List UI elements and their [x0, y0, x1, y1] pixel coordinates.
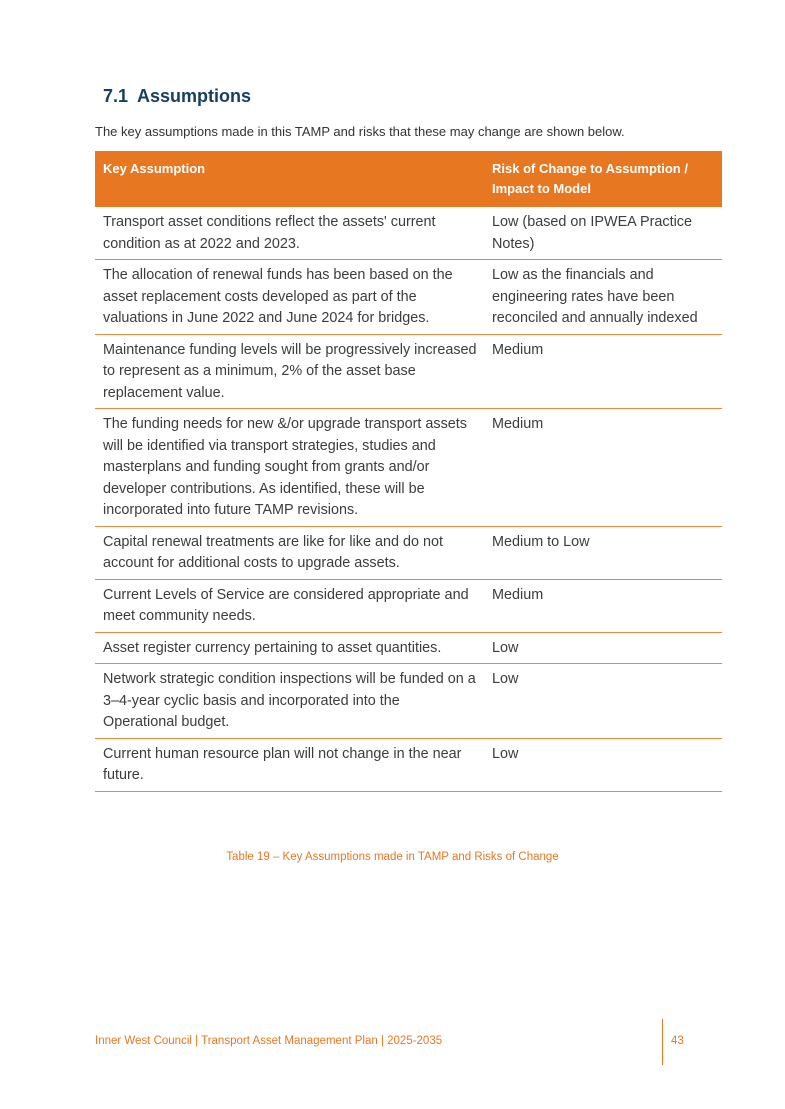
risk-cell: Medium to Low	[486, 526, 722, 579]
risk-cell: Low (based on IPWEA Practice Notes)	[486, 207, 722, 260]
table-row	[95, 409, 722, 527]
table-row	[95, 207, 722, 260]
table-header-row	[95, 151, 722, 207]
risk-cell: Medium	[486, 409, 722, 527]
assumption-cell: Transport asset conditions reflect the assets' current condition as at 2022 and 2023.	[95, 207, 486, 260]
table-row	[95, 526, 722, 579]
footer-document-title: Inner West Council | Transport Asset Management Plan | 2025-2035	[95, 1035, 443, 1047]
table-row	[95, 664, 722, 739]
intro-paragraph: The key assumptions made in this TAMP and risks that these may change are shown below.	[95, 124, 625, 139]
assumptions-table	[95, 151, 722, 792]
footer-divider	[662, 1019, 663, 1065]
table-row	[95, 260, 722, 335]
risk-cell: Low as the financials and engineering rates have been reconciled and annually indexed	[486, 260, 722, 335]
section-heading	[103, 86, 251, 107]
risk-cell: Low	[486, 632, 722, 664]
risk-cell: Medium	[486, 579, 722, 632]
assumption-cell: Current Levels of Service are considered appropriate and meet community needs.	[95, 579, 486, 632]
assumption-cell: Asset register currency pertaining to asset quantities.	[95, 632, 486, 664]
table-row	[95, 579, 722, 632]
risk-cell: Medium	[486, 334, 722, 409]
assumption-cell: Network strategic condition inspections will be funded on a 3–4-year cyclic basis and incorporated into the Operational budget.	[95, 664, 486, 739]
table-row	[95, 738, 722, 791]
header-key-assumption: Key Assumption	[95, 151, 486, 207]
assumption-cell: Capital renewal treatments are like for like and do not account for additional costs to upgrade assets.	[95, 526, 486, 579]
table-row	[95, 334, 722, 409]
risk-cell: Low	[486, 664, 722, 739]
table-caption: Table 19 – Key Assumptions made in TAMP and Risks of Change	[226, 851, 559, 863]
header-risk-of-change	[486, 151, 722, 207]
assumption-cell: The funding needs for new &/or upgrade transport assets will be identified via transport strategies, studies and masterplans and funding sought from grants and/or developer contributions. As identified, these will be incorporated into future TAMP revisions.	[95, 409, 486, 527]
assumption-cell: The allocation of renewal funds has been based on the asset replacement costs developed as part of the valuations in June 2022 and June 2024 for bridges.	[95, 260, 486, 335]
header-risk-line1: Risk of Change to Assumption /	[492, 161, 688, 176]
assumption-cell: Maintenance funding levels will be progressively increased to represent as a minimum, 2% of the asset base replacement value.	[95, 334, 486, 409]
header-risk-line2: Impact to Model	[492, 181, 591, 196]
table-row	[95, 632, 722, 664]
section-number: 7.1	[103, 86, 129, 106]
risk-cell: Low	[486, 738, 722, 791]
section-title: Assumptions	[137, 86, 252, 106]
assumption-cell: Current human resource plan will not change in the near future.	[95, 738, 486, 791]
page-number: 43	[671, 1035, 684, 1047]
